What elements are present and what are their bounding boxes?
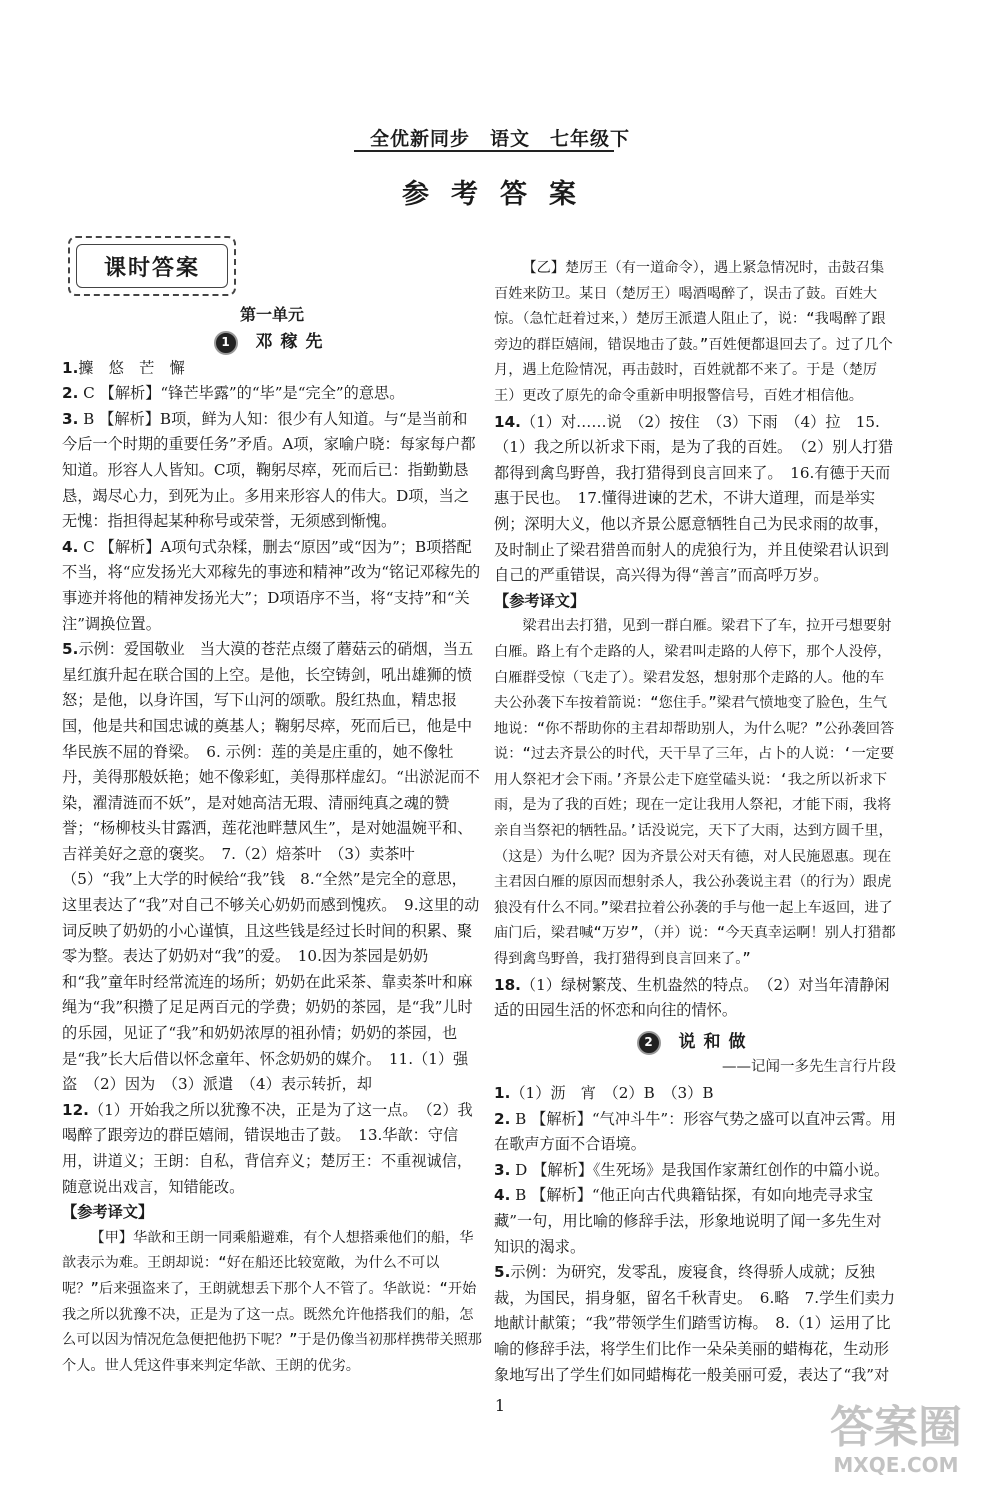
header-rule <box>354 150 614 152</box>
analysis-tag: 【解析】 <box>99 409 160 428</box>
reference-translation: 【甲】华歆和王朗一同乘船避难，有个人想搭乘他们的船，华歆表示为难。王朗却说：“好在船还比较宽敞，为什么不可以呢？”后来强盗来了，王朗就想丢下那个人不管了。华歆说：“开始我之所以犹豫不决，正是为了这一点。既然允许他搭我们的船，怎么可以因为情况危急便把他扔下呢？”于是仍像当初那样携带关照那个人。世人凭这件事来判定华歆、王朗的优劣。 <box>62 1229 482 1374</box>
item-number: 14. <box>494 412 521 431</box>
page-number: 1 <box>494 1396 506 1415</box>
reference-translation-heading: 【参考译文】 <box>62 1203 154 1222</box>
item-text: A项句式杂糅，删去“原因”或“因为”；B项搭配不当，将“应发扬光大邓稼先的事迹和精神”改为“铭记邓稼先的事迹并将他的精神发扬光大”；D项语序不当，将“支持”和“关注”调换位置。 <box>62 537 481 633</box>
analysis-tag: 【解析】 <box>99 384 161 403</box>
item-number: 5. <box>494 1263 511 1282</box>
item-number: 12. <box>62 1100 89 1119</box>
item-number: 1. <box>494 1084 511 1102</box>
item-text: B项，鲜为人知：很少有人知道。与“是当前和今后一个时期的重要任务”矛盾。A项，家喻户晓：每家每户都知道。形容人人皆知。C项，鞠躬尽瘁，死而后已：指勤勤恳恳，竭尽心力，到死为止。多用来形容人的伟大。D项，当之无愧：指担得起某种称号或荣誉，无须感到惭愧。 <box>62 409 476 531</box>
answer-item <box>494 1107 896 1158</box>
item-number: 3. <box>494 1160 511 1179</box>
item-text: “气冲斗牛”：形容气势之盛可以直冲云霄。用在歌声方面不合语境。 <box>494 1109 897 1154</box>
answer-item <box>62 535 482 637</box>
answer-item: 18.（1）绿树繁茂、生机盎然的特点。 （2）对当年清静闲适的田园生活的怀恋和向往的情怀。 <box>494 975 890 1020</box>
analysis-tag: 【解析】 <box>531 1109 592 1128</box>
answer-item <box>494 1158 896 1184</box>
answer-item <box>494 1260 896 1388</box>
lesson-2-heading <box>494 1030 896 1056</box>
item-text: “锋芒毕露”的“毕”是“完全”的意思。 <box>160 384 405 403</box>
answer-item <box>62 1098 482 1200</box>
item-number: 3. <box>62 409 79 428</box>
answer-item <box>62 407 482 535</box>
answer-list <box>62 356 482 1201</box>
item-text: “他正向古代典籍钻探，有如向地壳寻求宝藏”一句，用比喻的修辞手法，形象地说明了闻一多先生对知识的渴求。 <box>494 1186 882 1256</box>
analysis-tag: 【解析】 <box>99 537 161 556</box>
answer-item <box>62 356 482 382</box>
item-number: 2. <box>494 1109 511 1128</box>
lesson-title: 邓稼先 <box>255 332 331 352</box>
answer-item <box>494 1183 896 1260</box>
answer-item <box>62 637 482 1098</box>
lesson-number-badge: 1 <box>214 331 238 355</box>
watermark-text: 答案圈 <box>830 1402 962 1453</box>
page-title: 参考答案 <box>402 179 598 210</box>
choice-letter: B <box>510 1109 532 1128</box>
item-number: 4. <box>62 537 79 556</box>
section-label: 课时答案 <box>76 244 228 288</box>
choice-letter: B <box>510 1186 532 1205</box>
lesson-number-badge: 2 <box>637 1031 661 1055</box>
choice-letter: B <box>78 409 100 428</box>
reference-translation-heading: 【参考译文】 <box>494 591 586 610</box>
answer-list <box>494 410 896 589</box>
choice-letter: C <box>78 384 100 403</box>
reference-translation: 梁君出去打猎，见到一群白雁。梁君下了车，拉开弓想要射白雁。路上有个走路的人，梁君叫走路的人停下，那个人没停，白雁群受惊（飞走了）。梁君发怒，想射那个走路的人。他的车夫公孙袭下车按着箭说：“您住手。”梁君气愤地变了脸色，生气地说：“你不帮助你的主君却帮助别人，为什么呢？”公孙袭回答说：“过去齐景公的时代，天干旱了三年，占卜的人说：‘一定要用人祭祀才会下雨。’齐景公走下庭堂磕头说：‘我之所以祈求下雨，是为了我的百姓；现在一定让我用人祭祀，才能下雨，我将亲自当祭祀的牺牲品。’话没说完，天下了大雨，达到方圆千里，（这是）为什么呢？因为齐景公对天有德，对人民施恩惠。现在主君因白雁的原因而想射杀人，我公孙袭说主君（的行为）跟虎狼没有什么不同。”梁君拉着公孙袭的手与他一起上车返回，进了庙门后，梁君喊“万岁”，（并）说：“今天真幸运啊！别人打猎都得到禽鸟野兽，我打猎得到良言回来了。” <box>494 618 896 968</box>
item-text: 示例：爱国敬业 当大漠的苍茫点缀了蘑菇云的硝烟，当五星红旗升起在联合国的上空。是他，长空铸剑，吼出雄狮的愤怒；是他，以身许国，写下山河的颂歌。殷红热血，精忠报国，他是共和国忠诚的奠基人；鞠躬尽瘁，死而后已，他是中华民族不屈的脊梁。 6. 示例：莲的美是庄重的，她不像牡丹，美得那般妖艳；她不像彩虹，美得那样虚幻。“出淤泥而不染，濯清涟而不妖”，是对她高洁无瑕、清丽纯真之魂的赞誉；“杨柳枝头甘露洒，莲花池畔慧风生”，是对她温婉平和、吉祥美好之意的褒奖。 7.（2）焙茶叶 （3）卖茶叶（5）“我”上大学的时候给“我”钱 8.“全然”是完全的意思，这里表达了“我”对自己不够关心奶奶而感到愧疚。 9.这里的动词反映了奶奶的小心谨慎，且这些钱是经过长时间的积累、聚零为整。表达了奶奶对“我”的爱。 10.因为茶园是奶奶和“我”童年时经常流连的场所；奶奶在此采茶、靠卖茶叶和麻绳为“我”积攒了足足两百元的学费；奶奶的茶园，是“我”儿时的乐园，见证了“我”和奶奶浓厚的祖孙情；奶奶的茶园，也是“我”长大后借以怀念童年、怀念奶奶的媒介。 11.（1）强盗 （2）因为 （3）派遣 （4）表示转折，却 <box>62 640 480 1094</box>
section-box <box>68 236 236 296</box>
right-column <box>494 256 896 1388</box>
item-text: 示例：为研究，发零乱，废寝食，终得骄人成就；反独裁，为国民，捐身躯，留名千秋青史。 6.略 7.学生们卖力地献计献策；“我”带领学生们踏雪访梅。 8.（1）运用了比喻的修辞手法，将学生们比作一朵朵美丽的蜡梅花，生动形象地写出了学生们如同蜡梅花一般美丽可爱，表达了“我”对 <box>494 1263 896 1384</box>
analysis-tag: 【解析】 <box>531 1186 592 1205</box>
lesson-title: 说和做 <box>678 1031 754 1052</box>
item-text: （1）对……说 （2）按住 （3）下雨 （4）拉 15.（1）我之所以祈求下雨，是为了我的百姓。 （2）别人打猎都得到禽鸟野兽，我打猎得到良言回来了。 16.有德于天而惠于民也。 17.懂得进谏的艺术，不讲大道理，而是举实例；深明大义，他以齐景公愿意牺牲自己为民求雨的故事，及时制止了梁君猎兽而射人的虎狼行为，并且使梁君认识到自己的严重错误，高兴得为得“善言”而高呼万岁。 <box>494 412 894 585</box>
item-number: 4. <box>494 1186 511 1205</box>
book-header: 全优新同步 语文 七年级下 <box>369 128 630 150</box>
reference-translation-yi: 【乙】楚厉王（有一道命令），遇上紧急情况时，击鼓召集百姓来防卫。某日（楚厉王）喝酒喝醉了，误击了鼓。百姓大惊。（急忙赶着过来，）楚厉王派遣人阻止了，说：“我喝醉了跟旁边的群臣嬉闹，错误地击了鼓。”百姓便都退回去了。过了几个月，遇上危险情况，再击鼓时，百姓就都不来了。于是（楚厉王）更改了原先的命令重新申明报警信号，百姓才相信他。 <box>494 260 893 404</box>
item-number: 2. <box>62 384 79 403</box>
item-text: （1）沥 宵 （2）B （3）B <box>510 1084 714 1102</box>
item-number: 5. <box>62 640 79 659</box>
answer-item <box>494 1081 896 1107</box>
watermark-logo <box>816 1403 976 1481</box>
item-text: 攈 悠 芒 懈 <box>78 358 185 377</box>
answer-list <box>494 1081 896 1388</box>
item-text: 《生死场》是我国作家萧红创作的中篇小说。 <box>592 1160 890 1179</box>
analysis-tag: 【解析】 <box>532 1160 593 1179</box>
watermark-url: MXQE.COM <box>833 1453 959 1477</box>
choice-letter: D <box>510 1160 533 1179</box>
choice-letter: C <box>78 537 100 556</box>
lesson-subtitle: ——记闻一多先生言行片段 <box>722 1059 896 1076</box>
unit-title: 第一单元 <box>239 305 304 324</box>
lesson-1-heading <box>62 330 482 356</box>
left-column <box>62 330 482 1379</box>
answer-item <box>62 381 482 407</box>
item-text: （1）开始我之所以犹豫不决，正是为了这一点。 （2）我喝醉了跟旁边的群臣嬉闹，错误地击了鼓。 13.华歆：守信用，讲道义；王朗：自私，背信弃义；楚厉王：不重视诚信，随意说出戏言，知错能改。 <box>62 1100 473 1196</box>
item-number: 1. <box>62 358 79 377</box>
answer-item <box>494 410 896 589</box>
